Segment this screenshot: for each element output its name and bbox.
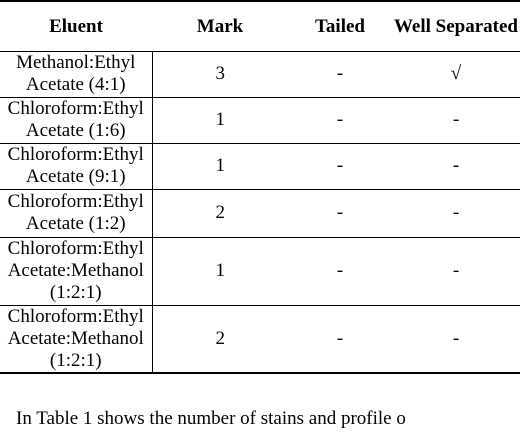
well-separated-cell: -	[392, 97, 520, 143]
tailed-cell: -	[288, 51, 392, 97]
eluent-cell: Chloroform:Ethyl Acetate:Methanol (1:2:1)	[0, 305, 152, 373]
mark-cell: 3	[152, 51, 288, 97]
mark-cell: 1	[152, 97, 288, 143]
table-row	[0, 143, 520, 189]
table-row	[0, 97, 520, 143]
well-separated-cell: -	[392, 189, 520, 237]
table-row	[0, 189, 520, 237]
body-text-caption: In Table 1 shows the number of stains and profile o	[16, 408, 406, 429]
eluent-cell: Chloroform:Ethyl Acetate (1:2)	[0, 189, 152, 237]
table-header-row	[0, 1, 520, 51]
header-eluent: Eluent	[0, 1, 152, 51]
tailed-cell: -	[288, 305, 392, 373]
tailed-cell: -	[288, 97, 392, 143]
tailed-cell: -	[288, 237, 392, 305]
header-mark: Mark	[152, 1, 288, 51]
tailed-cell: -	[288, 189, 392, 237]
table-row	[0, 237, 520, 305]
tailed-cell: -	[288, 143, 392, 189]
well-separated-cell: -	[392, 143, 520, 189]
well-separated-cell: -	[392, 305, 520, 373]
eluent-cell: Methanol:Ethyl Acetate (4:1)	[0, 51, 152, 97]
mark-cell: 1	[152, 237, 288, 305]
eluent-cell: Chloroform:Ethyl Acetate (9:1)	[0, 143, 152, 189]
mark-cell: 1	[152, 143, 288, 189]
header-well-separated: Well Separated	[392, 1, 520, 51]
mark-cell: 2	[152, 305, 288, 373]
eluent-cell: Chloroform:Ethyl Acetate:Methanol (1:2:1)	[0, 237, 152, 305]
eluent-cell: Chloroform:Ethyl Acetate (1:6)	[0, 97, 152, 143]
mark-cell: 2	[152, 189, 288, 237]
header-tailed: Tailed	[288, 1, 392, 51]
well-separated-cell: √	[392, 51, 520, 97]
table-row	[0, 305, 520, 373]
table-row	[0, 51, 520, 97]
well-separated-cell: -	[392, 237, 520, 305]
